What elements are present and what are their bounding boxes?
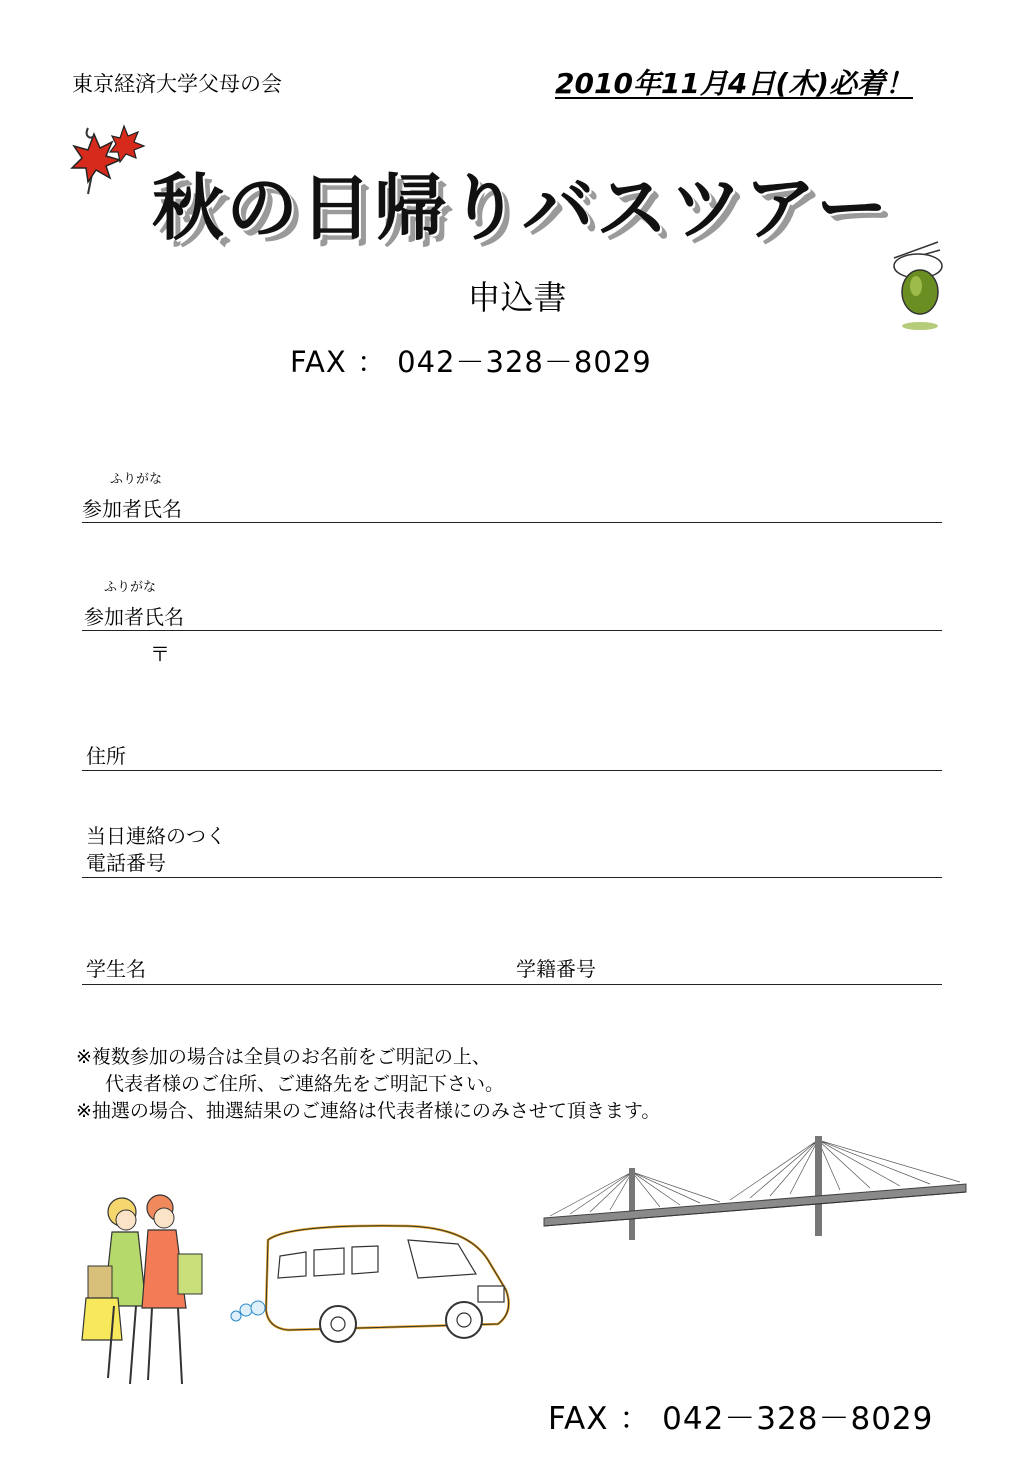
form-subtitle: 申込書	[467, 278, 567, 317]
bridge-illustration	[540, 1130, 970, 1245]
participant-name-label-1: 参加者氏名	[82, 497, 182, 521]
note-line-1: ※複数参加の場合は全員のお名前をご明記の上、	[76, 1046, 491, 1068]
student-info-field[interactable]	[82, 984, 942, 985]
fax-number-bottom: FAX ： 042－328－8029	[548, 1401, 934, 1437]
deadline-date: 2010年11月4日(木)必着！	[555, 67, 913, 100]
note-line-3: ※抽選の場合、抽選結果のご連絡は代表者様にのみさせて頂きます。	[76, 1100, 661, 1122]
address-label: 住所	[86, 744, 126, 768]
phone-label-line2: 電話番号	[86, 851, 166, 875]
organization-name: 東京経済大学父母の会	[72, 72, 282, 96]
bus-illustration	[228, 1220, 528, 1355]
student-id-label: 学籍番号	[516, 957, 596, 981]
student-name-label: 学生名	[86, 957, 146, 981]
page-title: 秋の日帰りバスツアー	[152, 166, 890, 250]
address-field[interactable]	[82, 770, 942, 771]
note-line-2: 代表者様のご住所、ご連絡先をご明記下さい。	[86, 1073, 505, 1095]
postal-mark: 〒	[150, 642, 170, 666]
fax-number-top: FAX ： 042－328－8029	[290, 345, 652, 379]
phone-label-line1: 当日連絡のつく	[86, 824, 226, 848]
maple-leaf-icon	[66, 124, 150, 204]
participant-name-label-2: 参加者氏名	[84, 605, 184, 629]
participant-name-field-1[interactable]	[82, 522, 942, 523]
furigana-label-2: ふりがな	[104, 580, 157, 595]
participant-name-field-2[interactable]	[82, 630, 942, 631]
shoppers-illustration	[78, 1188, 218, 1393]
phone-field[interactable]	[82, 877, 942, 878]
furigana-label-1: ふりがな	[110, 472, 163, 487]
